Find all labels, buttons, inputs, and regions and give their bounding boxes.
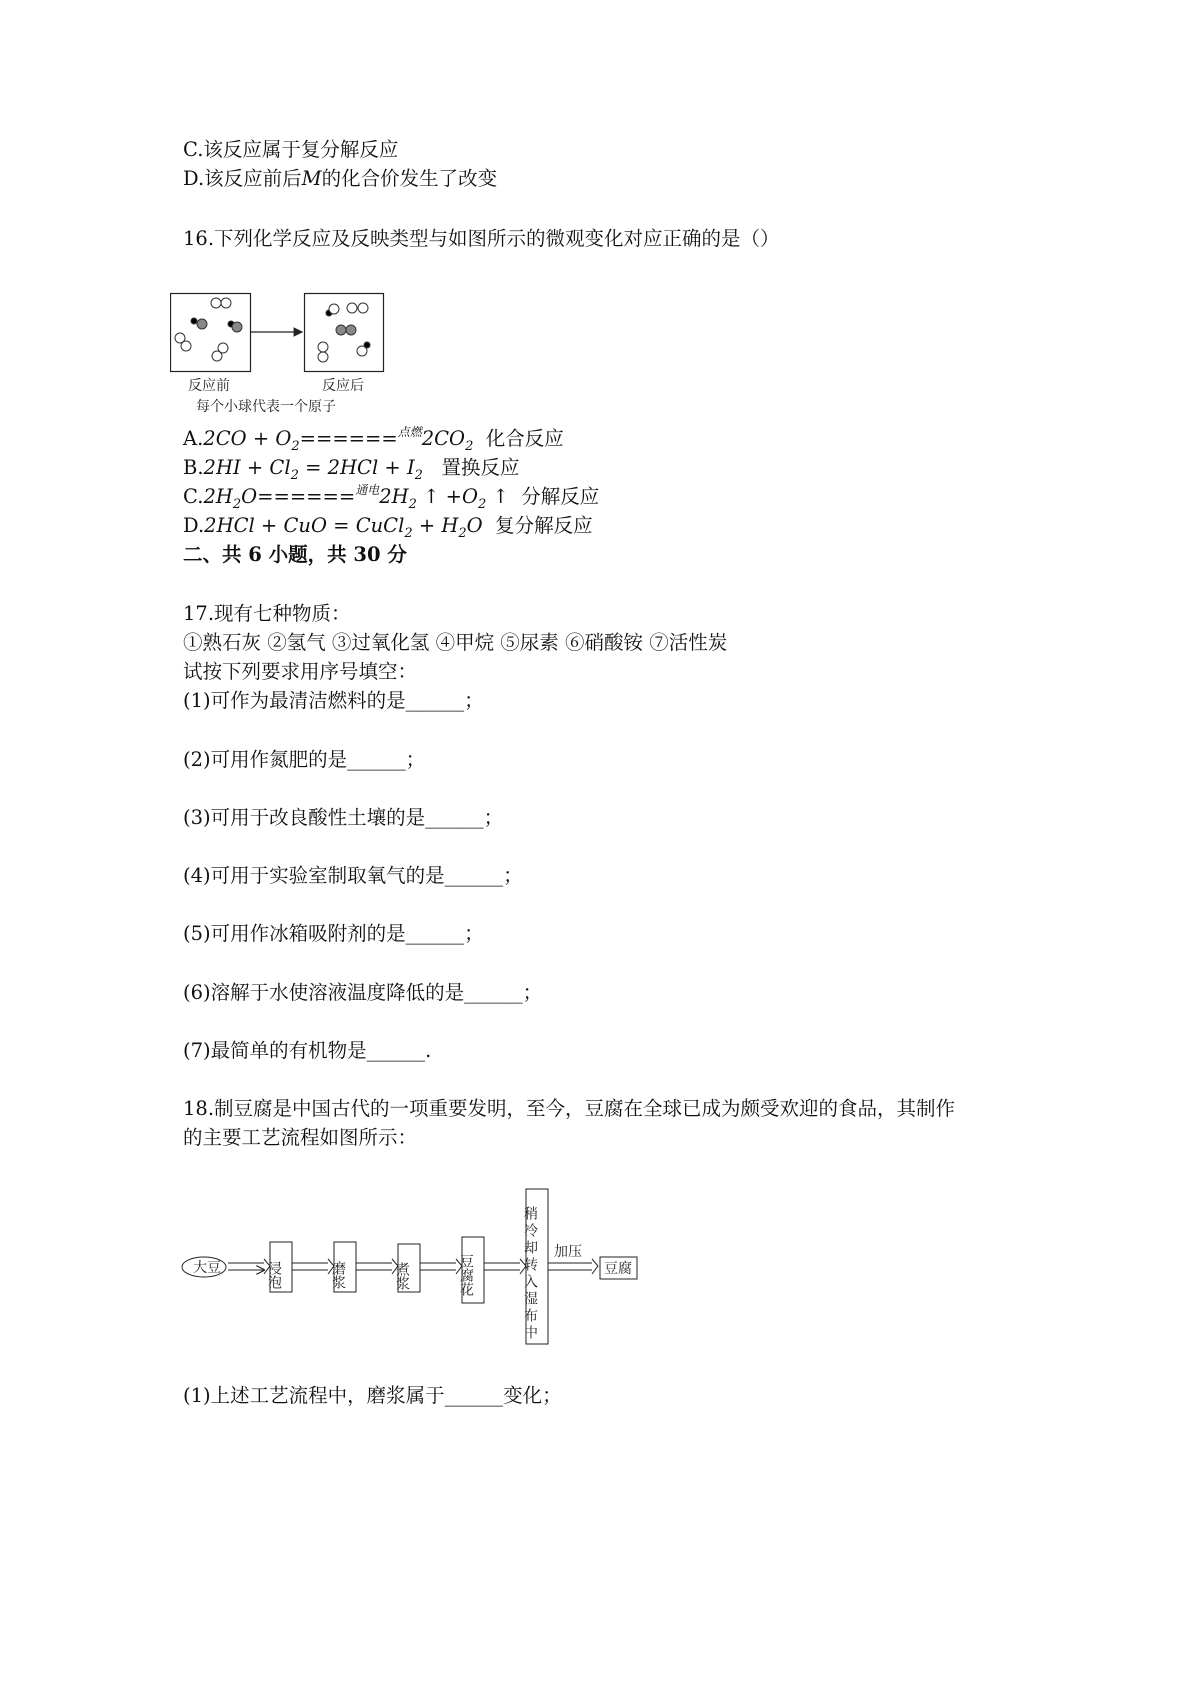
q18-stem-line1: 18.制豆腐是中国古代的一项重要发明，至今，豆腐在全球已成为颇受欢迎的食品，其制作 [183,1097,956,1120]
svg-text:豆腐花: 豆腐花 [458,1254,474,1296]
svg-text:稍冷却转入湿布中: 稍冷却转入湿布中 [522,1206,538,1342]
svg-text:浸泡: 浸泡 [266,1261,282,1289]
q17-item: (5)可用作冰箱吸附剂的是______； [183,922,484,945]
q16-c-eq: $2H_2O======^{通电}2H_2$ ↑ $+O_2$ ↑ [203,483,509,512]
q16-c-type: 分解反应 [521,485,600,508]
q15-d-var: M [301,167,322,190]
q17-item: (2)可用作氮肥的是______； [183,748,426,771]
q16-micro-figure [170,290,430,420]
q16-stem: 16.下列化学反应及反映类型与如图所示的微观变化对应正确的是（） [183,227,780,250]
start-label: 大豆 [193,1260,221,1276]
end-label: 豆腐 [604,1261,632,1277]
q17-substances: ①熟石灰 ②氢气 ③过氧化氢 ④甲烷 ⑤尿素 ⑥硝酸铵 ⑦活性炭 [183,631,728,654]
q17-item: (1)可作为最清洁燃料的是______； [183,689,484,712]
q15-d-suffix: 的化合价发生了改变 [321,167,498,190]
q17-stem: 17.现有七种物质： [183,602,351,625]
q17-item: (6)溶解于水使溶液温度降低的是______； [183,981,543,1004]
after-molecules [318,303,370,362]
q16-b-type: 置换反应 [441,456,520,479]
q16-b-prefix: B. [183,456,204,479]
q16-b-eq: $2HI + Cl_2 = 2HCl + I_2$ [203,456,423,483]
q16-d-type: 复分解反应 [495,514,593,537]
q17-item: (3)可用于改良酸性土壤的是______； [183,806,504,829]
q15-option-c: C.该反应属于复分解反应 [183,138,399,161]
q18-sub1: (1)上述工艺流程中，磨浆属于______变化； [183,1384,562,1407]
figure-caption: 每个小球代表一个原子 [196,399,336,415]
q16-a-prefix: A. [183,427,204,450]
q16-a-eq: $2CO + O_2======^{点燃}2CO_2$ [203,425,474,454]
q15-d-prefix: D.该反应前后 [183,167,302,190]
after-label: 反应后 [322,378,364,394]
q17-instruction: 试按下列要求用序号填空： [183,660,418,683]
q16-a-type: 化合反应 [485,427,564,450]
section-heading: 二、共 6 小题，共 30 分 [183,543,407,566]
press-label: 加压 [554,1244,582,1260]
svg-text:磨浆: 磨浆 [330,1261,346,1289]
q15-option-d [183,166,497,192]
tofu-flow-diagram [180,1184,700,1369]
q18-stem-line2: 的主要工艺流程如图所示： [183,1126,418,1149]
before-molecules [175,298,242,361]
q16-c-prefix: C. [183,485,204,508]
q16-d-eq: 2HCl + CuO = CuCl$_2$ + $H_2O$ [204,514,483,541]
before-label: 反应前 [188,378,230,394]
q17-item: (4)可用于实验室制取氧气的是______； [183,864,523,887]
q17-item: (7)最简单的有机物是______. [183,1039,432,1062]
before-box [171,294,251,372]
q16-d-prefix: D. [183,514,205,537]
svg-text:煮浆: 煮浆 [394,1262,410,1290]
